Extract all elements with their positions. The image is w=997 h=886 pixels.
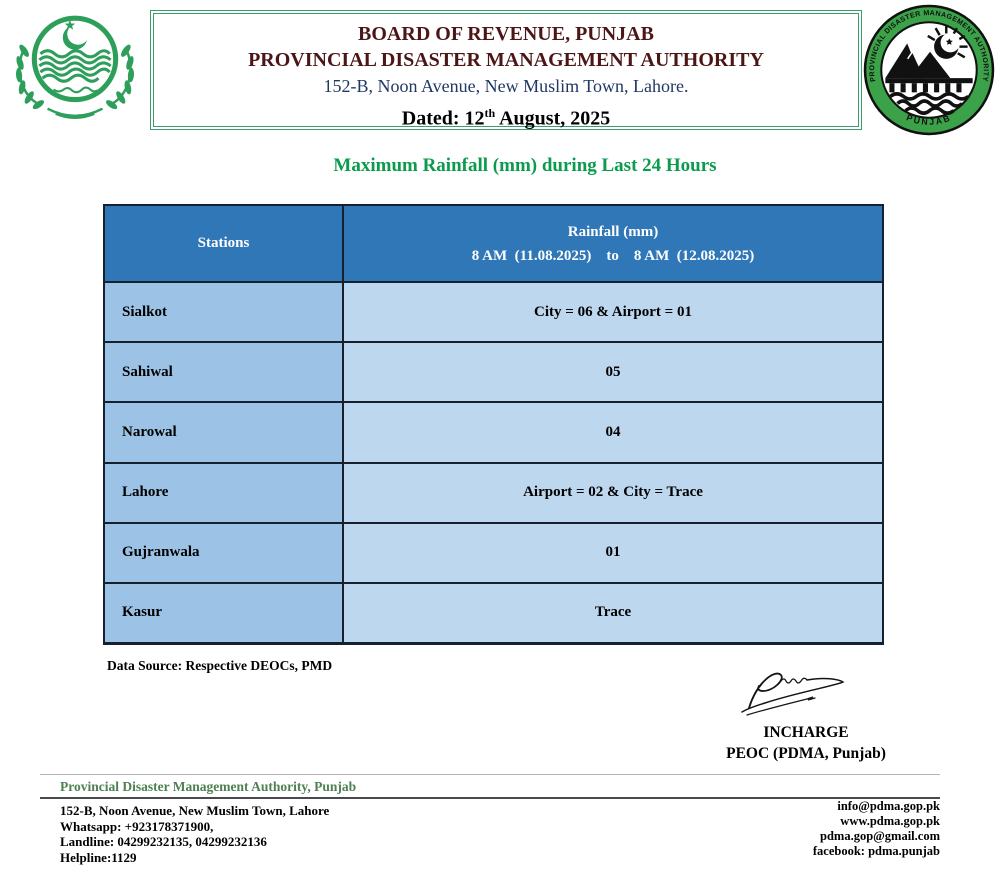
rainfall-cell: 04 <box>344 401 882 461</box>
footer-org-name: Provincial Disaster Management Authority, Punjab <box>60 779 357 794</box>
footer-web-block <box>640 799 940 859</box>
rainfall-header-line2: 8 AM (11.08.2025) to 8 AM (12.08.2025) <box>471 247 755 264</box>
signatory-office: PEOC (PDMA, Punjab) <box>726 745 886 762</box>
rainfall-cell: 05 <box>344 341 882 401</box>
rainfall-cell: Airport = 02 & City = Trace <box>344 462 882 522</box>
footer-whatsapp: Whatsapp: +923178371900, <box>60 818 214 834</box>
station-cell: Gujranwala <box>105 522 344 582</box>
footer-gmail: pdma.gop@gmail.com <box>820 829 940 843</box>
dated-suffix: August, 2025 <box>495 107 611 130</box>
footer-contact-block <box>60 803 329 865</box>
footer-divider-top <box>40 774 940 775</box>
footer-website: www.pdma.gop.pk <box>840 814 940 828</box>
rainfall-cell: City = 06 & Airport = 01 <box>344 281 882 341</box>
footer-address: 152-B, Noon Avenue, New Muslim Town, Lahore <box>60 803 330 818</box>
footer-landline: Landline: 04299232135, 04299232136 <box>60 834 267 849</box>
org-name-line1: BOARD OF REVENUE, PUNJAB <box>358 23 654 45</box>
pdma-seal-icon <box>863 4 995 136</box>
station-cell: Lahore <box>105 462 344 522</box>
station-cell: Sialkot <box>105 281 344 341</box>
incharge-signature-icon <box>735 666 855 721</box>
dated-ordinal: th <box>484 106 496 120</box>
org-address: 152-B, Noon Avenue, New Muslim Town, Lahore. <box>323 76 689 96</box>
station-cell: Narowal <box>105 401 344 461</box>
footer-helpline: Helpline:1129 <box>60 849 137 865</box>
rainfall-cell: 01 <box>344 522 882 582</box>
data-source-note: Data Source: Respective DEOCs, PMD <box>107 658 333 673</box>
rainfall-cell: Trace <box>344 582 882 642</box>
dated-prefix: Dated: 12 <box>401 107 485 130</box>
footer-facebook: facebook: pdma.punjab <box>812 844 940 858</box>
station-cell: Sahiwal <box>105 341 344 401</box>
rainfall-table <box>103 204 884 645</box>
signatory-title: INCHARGE <box>763 724 849 741</box>
signatory-block <box>700 722 912 764</box>
column-header-rainfall <box>344 206 882 281</box>
report-title: Maximum Rainfall (mm) during Last 24 Hours <box>333 155 717 176</box>
org-name-line2: PROVINCIAL DISASTER MANAGEMENT AUTHORITY <box>248 49 764 71</box>
dated-line <box>154 99 858 133</box>
seal-ring-bottom-text: PUNJAB <box>905 112 953 127</box>
column-header-stations: Stations <box>105 206 344 281</box>
punjab-government-crest-icon <box>8 6 142 126</box>
rainfall-header-line1: Rainfall (mm) <box>567 223 659 240</box>
station-cell: Kasur <box>105 582 344 642</box>
letterhead-box <box>150 10 862 130</box>
footer-email: info@pdma.gop.pk <box>837 799 940 813</box>
seal-ring-top-text: PROVINCIAL DISASTER MANAGEMENT AUTHORITY <box>868 8 990 83</box>
